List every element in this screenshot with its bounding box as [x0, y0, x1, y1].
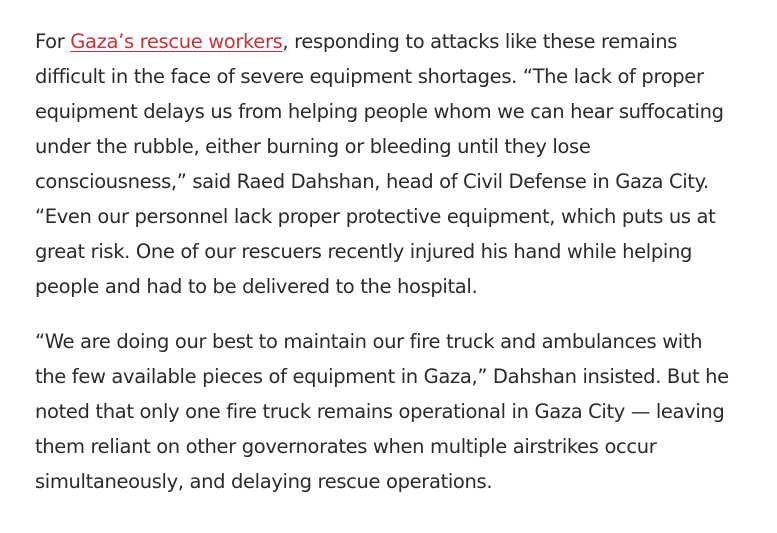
rescue-workers-link[interactable]: Gaza’s rescue workers: [70, 30, 283, 53]
paragraph-1: [35, 24, 735, 304]
article-body: [35, 24, 735, 519]
paragraph-1-body: , responding to attacks like these remains difficult in the face of severe equipment shortages. “The lack of proper equipment delays us from helping people whom we can hear suffocating under the rubble, either burning or bleeding until they lose consciousness,” said Raed Dahshan, head of Civil Defense in Gaza City. “Even our personnel lack proper protective equipment, which puts us at great risk. One of our rescuers recently injured his hand while helping people and had to be delivered to the hospital.: [35, 30, 724, 298]
paragraph-1-lead: For: [35, 30, 71, 53]
paragraph-2: “We are doing our best to maintain our fire truck and ambulances with the few available pieces of equipment in Gaza,” Dahshan insisted. But he noted that only one fire truck remains operational in Gaza City — leaving them reliant on other governorates when multiple airstrikes occur simultaneously, and delaying rescue operations.: [35, 330, 729, 493]
